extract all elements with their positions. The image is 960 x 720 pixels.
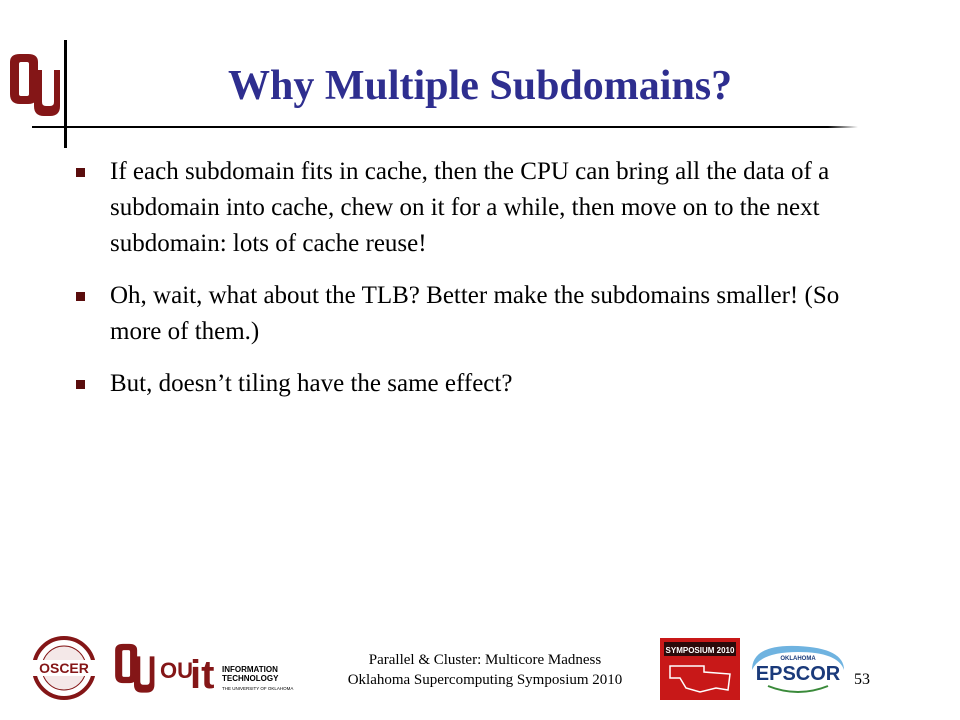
page-number: 53 [854, 671, 870, 688]
it-word-2: TECHNOLOGY [222, 674, 279, 683]
epscor-top-word: OKLAHOMA [780, 656, 816, 662]
it-word-1: INFORMATION [222, 665, 278, 674]
bullet-item [74, 366, 874, 402]
bullet-square-icon [76, 380, 85, 389]
footer-line-1: Parallel & Cluster: Multicore Madness [368, 652, 602, 668]
header-horizontal-rule [32, 126, 828, 128]
it-subtitle: THE UNIVERSITY OF OKLAHOMA [222, 686, 294, 691]
slide-title: Why Multiple Subdomains? [228, 63, 733, 109]
header-vertical-rule [64, 40, 67, 148]
epscor-logo-icon [748, 640, 848, 702]
bullet-square-icon [76, 292, 85, 301]
bullet-item [74, 154, 874, 262]
symposium-word: SYMPOSIUM 2010 [665, 646, 735, 655]
bullet-square-icon [76, 168, 85, 177]
bullet-text: But, doesn’t tiling have the same effect? [110, 370, 513, 397]
bullet-text: If each subdomain fits in cache, then the CPU can bring all the data of a subdomain into cache, chew on it for a while, then move on to the next subdomain: lots of cache reuse! [110, 158, 830, 257]
ou-it-logo-icon [160, 648, 294, 697]
svg-text:OU: OU [160, 658, 193, 683]
epscor-word: EPSCOR [755, 663, 841, 685]
bullet-text: Oh, wait, what about the TLB? Better make the subdomains smaller! (So more of them.) [110, 282, 840, 345]
ou-small-logo-icon [112, 640, 156, 698]
oscer-word: OSCER [39, 660, 89, 676]
header-rule-fade [828, 126, 858, 128]
svg-text:it: it [190, 653, 215, 697]
oscer-logo-icon [18, 636, 110, 700]
symposium-logo-icon [660, 638, 740, 700]
footer-line-2: Oklahoma Supercomputing Symposium 2010 [347, 672, 623, 688]
footer-text [300, 650, 670, 690]
bullet-list [74, 154, 874, 418]
bullet-item [74, 278, 874, 350]
ou-logo-icon [6, 52, 62, 120]
